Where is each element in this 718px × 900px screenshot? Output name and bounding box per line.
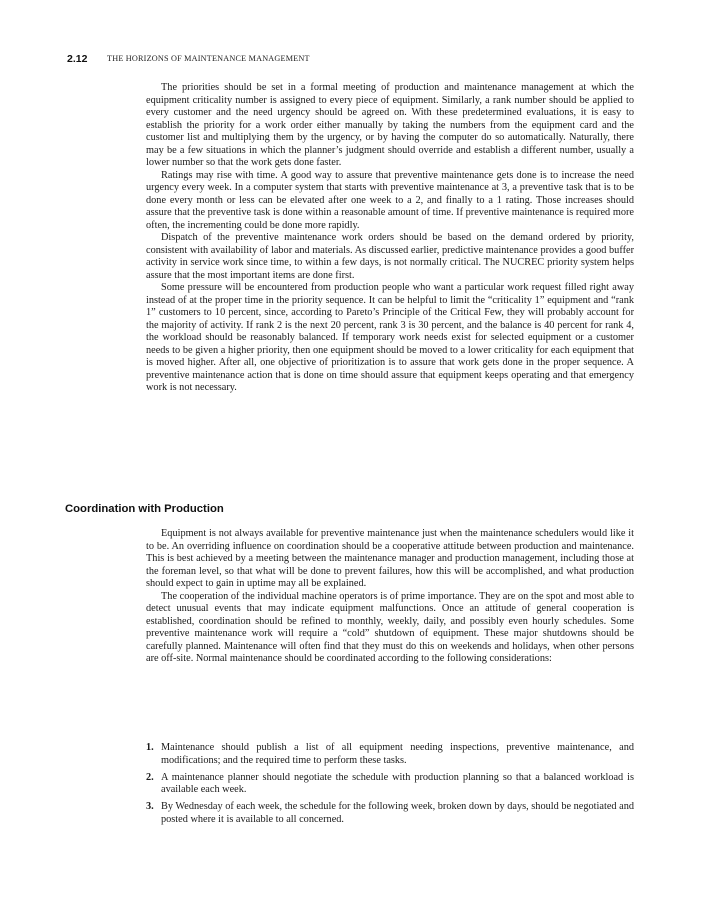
paragraph: Dispatch of the preventive maintenance work orders should be based on the demand ordered by priority, consistent with availability of labor and materials. As discussed earlier, predictive maintenance provides a good buffer activity in service work since time, to within a few days, is not normally critical. The NUCREC priority system helps assure that the most important items are done first. bbox=[146, 232, 634, 281]
list-item-number: 2. bbox=[146, 771, 154, 783]
coordination-section-body bbox=[146, 528, 634, 666]
paragraph: The cooperation of the individual machine operators is of prime importance. They are on the spot and most able to detect unusual events that may indicate equipment malfunctions. Once an attitude of general cooperation is established, coordination should be refined to monthly, weekly, daily, and possibly even hourly schedules. Some preventive maintenance work will require a “cold” shutdown of equipment. These major shutdowns should be carefully planned. Maintenance will often find that they must do this on weekends and holidays, when other persons are off-site. Normal maintenance should be coordinated according to the following considerations: bbox=[146, 590, 634, 664]
paragraph: The priorities should be set in a formal meeting of production and maintenance management at which the equipment criticality number is assigned to every piece of equipment. Similarly, a rank number should be applied to every customer and the need urgency should be agreed on. With these predetermined evaluations, it is easy to establish the priority for a work order either manually by taking the numbers from the equipment card and the customer list and multiplying them by the urgency, or by having the computer do so automatically. Naturally, there may be a few situations in which the planner’s judgment should override and establish a different number, usually a lower number so that the work gets done faster. bbox=[146, 82, 634, 168]
paragraph: Some pressure will be encountered from production people who want a particular work request filled right away instead of at the proper time in the priority sequence. It can be helpful to limit the “criticality 1” equipment and “rank 1” customers to 10 percent, since, according to Pareto’s Principle of the Critical Few, they will probably account for the majority of activity. If rank 2 is the next 20 percent, rank 3 is 30 percent, and the balance is 40 percent for rank 4, the workload should be reasonably balanced. If temporary work needs exist for selected equipment or a customer needs to be given a higher priority, then one equipment should be moved to a lower criticality for each equipment that is moved higher. After all, one objective of prioritization is to assure that work gets done in the proper sequence. A preventive maintenance action that is done on time should assure that equipment keeps operating and that emergency work is not necessary. bbox=[146, 282, 634, 393]
paragraph: Equipment is not always available for preventive maintenance just when the maintenance schedulers would like it to be. An overriding influence on coordination should be a cooperative attitude between production and maintenance. This is best achieved by a meeting between the maintenance manager and production management, including those at the foreman level, so that what will be done to prevent failures, how this will be accomplished, and what production should expect to gain in uptime may all be explained. bbox=[146, 528, 634, 589]
paragraph: Ratings may rise with time. A good way to assure that preventive maintenance gets done is to increase the need urgency every week. In a computer system that starts with preventive maintenance at 3, a preventive task that is to be done every month or less can be elevated after one week to a 2, and finally to a 1 rating. Those increases should assure that the preventive task is done within a reasonable amount of time. If preventive maintenance is required more often, the incrementing could be done more rapidly. bbox=[146, 169, 634, 231]
list-item bbox=[146, 742, 634, 767]
page-number: 2.12 bbox=[67, 53, 88, 65]
running-header bbox=[67, 53, 667, 67]
list-item-text: Maintenance should publish a list of all equipment needing inspections, preventive maintenance, and modifications; and the required time to perform these tasks. bbox=[161, 742, 634, 766]
priority-section-body bbox=[146, 82, 634, 395]
list-item-text: By Wednesday of each week, the schedule for the following week, broken down by days, should be negotiated and posted where it is available to all concerned. bbox=[161, 801, 634, 825]
list-item bbox=[146, 801, 634, 826]
list-item bbox=[146, 772, 634, 797]
running-title: THE HORIZONS OF MAINTENANCE MANAGEMENT bbox=[107, 54, 310, 63]
section-heading: Coordination with Production bbox=[65, 503, 224, 515]
list-item-number: 3. bbox=[146, 801, 154, 812]
list-item-text: A maintenance planner should negotiate the schedule with production planning so that a balanced workload is available each week. bbox=[161, 771, 634, 795]
considerations-list bbox=[146, 742, 634, 831]
list-item-number: 1. bbox=[146, 742, 154, 753]
